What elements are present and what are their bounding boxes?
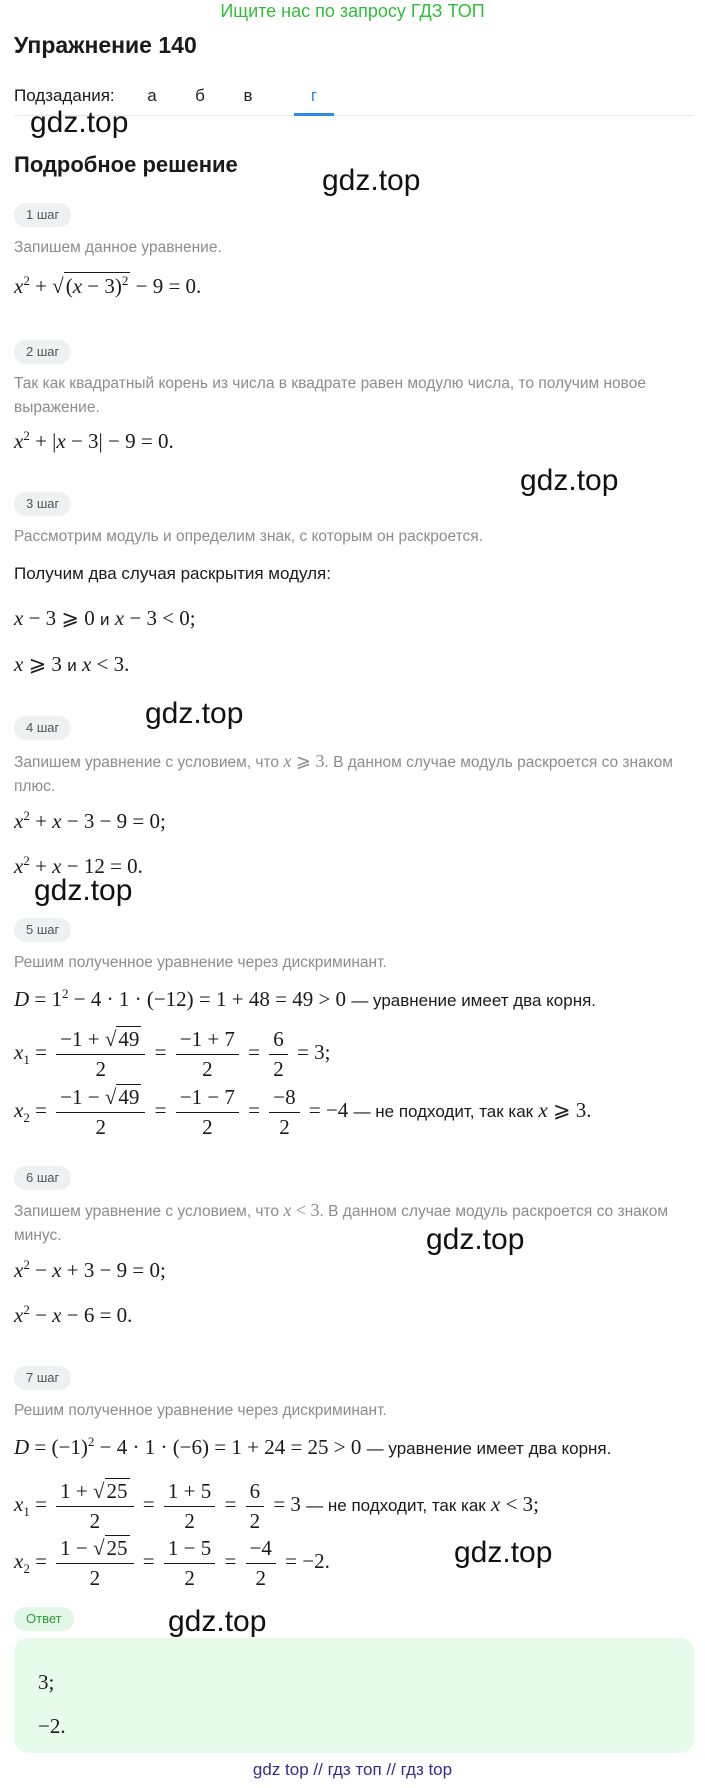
answer-badge: Ответ bbox=[14, 1607, 74, 1631]
step-hint: Так как квадратный корень из числа в квадрате равен модулю числа, то получим новое выражение. bbox=[14, 375, 646, 416]
equation: $x^2 + √(x - 3)^2 - 9 = 0$. bbox=[14, 273, 202, 298]
hint-post: . В данном случае модуль раскроется со знаком плюс. bbox=[14, 754, 673, 795]
two-roots-text: — уравнение имеет два корня. bbox=[351, 991, 597, 1010]
root-x2: $x_2$ = $\frac{-1 - √49}{2}$ = $\frac{-1 - 7}{2}$ = $\frac{-8}{2}$ = −4 — не подходит, так как x ⩾ 3. bbox=[14, 1084, 592, 1139]
equation: x ⩾ 3 и x < 3. bbox=[14, 652, 130, 676]
equation: $x^2 + x - 12 = 0$. bbox=[14, 853, 143, 878]
root-x1: $x_1$ = $\frac{1 + √25}{2}$ = $\frac{1 + 5}{2}$ = $\frac{6}{2}$ = 3 — не подходит, так как x < 3; bbox=[14, 1478, 539, 1533]
step-hint: Запишем данное уравнение. bbox=[14, 239, 222, 256]
watermark: gdz.top bbox=[30, 106, 129, 139]
tab-g[interactable]: г bbox=[310, 86, 318, 105]
equation: $x^2 + x - 3 - 9 = 0$; bbox=[14, 808, 166, 833]
answer-line-1: 3; bbox=[38, 1670, 55, 1694]
page-title: Упражнение 140 bbox=[14, 32, 197, 58]
tab-b[interactable]: б bbox=[195, 86, 205, 105]
step-hint: Запишем уравнение с условием, что x ⩾ 3. В данном случае модуль раскроется со знаком плюс. bbox=[14, 751, 673, 795]
two-roots-text: — уравнение имеет два корня. bbox=[366, 1439, 612, 1458]
answer-line-2: −2. bbox=[38, 1714, 66, 1738]
root-x1: $x_1$ = $\frac{-1 + √49}{2}$ = $\frac{-1 + 7}{2}$ = $\frac{6}{2}$ = 3; bbox=[14, 1026, 331, 1081]
watermark: gdz.top bbox=[168, 1605, 267, 1638]
watermark: gdz.top bbox=[520, 464, 619, 497]
watermark: gdz.top bbox=[34, 874, 133, 907]
step-badge: 3 шаг bbox=[14, 492, 71, 516]
step-hint: Рассмотрим модуль и определим знак, с которым он раскроется. bbox=[14, 528, 483, 545]
step-hint: Решим полученное уравнение через дискриминант. bbox=[14, 1402, 387, 1419]
watermark: gdz.top bbox=[322, 164, 421, 197]
equation: $x^2 - x + 3 - 9 = 0$; bbox=[14, 1257, 166, 1282]
not-fit-text: — не подходит, так как bbox=[306, 1495, 486, 1515]
watermark: gdz.top bbox=[426, 1223, 525, 1256]
hint-pre: Запишем уравнение с условием, что bbox=[14, 754, 280, 771]
tab-a[interactable]: а bbox=[147, 86, 157, 105]
hint-pre: Запишем уравнение с условием, что bbox=[14, 1203, 280, 1220]
subtasks-label: Подзадания: bbox=[14, 86, 115, 105]
section-title: Подробное решение bbox=[14, 152, 238, 177]
step-badge: 4 шаг bbox=[14, 716, 71, 740]
discriminant: $D = (-1)^2 - 4 \cdot 1 \cdot (-6) = 1 + 24 = 25 > 0$ — уравнение имеет два корня. bbox=[14, 1434, 612, 1459]
discriminant: $D = 1^2 - 4 \cdot 1 \cdot (-12) = 1 + 48 = 49 > 0$ — уравнение имеет два корня. bbox=[14, 986, 597, 1011]
watermark: gdz.top bbox=[145, 697, 244, 730]
top-banner: Ищите нас по запросу ГДЗ ТОП bbox=[220, 1, 485, 21]
step-badge: 6 шаг bbox=[14, 1166, 71, 1190]
hint-post: . В данном случае модуль раскроется со знаком минус. bbox=[14, 1203, 669, 1244]
and-text: и bbox=[67, 656, 77, 675]
watermark: gdz.top bbox=[454, 1536, 553, 1569]
equation: $x^2 + |x - 3| - 9 = 0$. bbox=[14, 428, 174, 453]
step-badge: 7 шаг bbox=[14, 1366, 71, 1390]
footer: gdz top // гдз топ // гдз top bbox=[252, 1760, 453, 1779]
step-badge: 1 шаг bbox=[14, 203, 71, 227]
step-badge: 2 шаг bbox=[14, 340, 71, 364]
root-x2: $x_2$ = $\frac{1 - √25}{2}$ = $\frac{1 - 5}{2}$ = $\frac{-4}{2}$ = −2. bbox=[14, 1535, 330, 1590]
active-tab-indicator bbox=[294, 113, 334, 116]
step-hint: Решим полученное уравнение через дискриминант. bbox=[14, 954, 387, 971]
answer-box bbox=[14, 1638, 694, 1753]
and-text: и bbox=[100, 610, 110, 629]
cases-text: Получим два случая раскрытия модуля: bbox=[14, 564, 331, 583]
step-hint: Запишем уравнение с условием, что x < 3. В данном случае модуль раскроется со знаком минус. bbox=[14, 1200, 669, 1244]
equation: x − 3 ⩾ 0 и x − 3 < 0; bbox=[14, 606, 196, 630]
tab-v[interactable]: в bbox=[243, 86, 253, 105]
equation: $x^2 - x - 6 = 0$. bbox=[14, 1302, 133, 1327]
step-badge: 5 шаг bbox=[14, 918, 71, 942]
not-fit-text: — не подходит, так как bbox=[353, 1101, 534, 1121]
